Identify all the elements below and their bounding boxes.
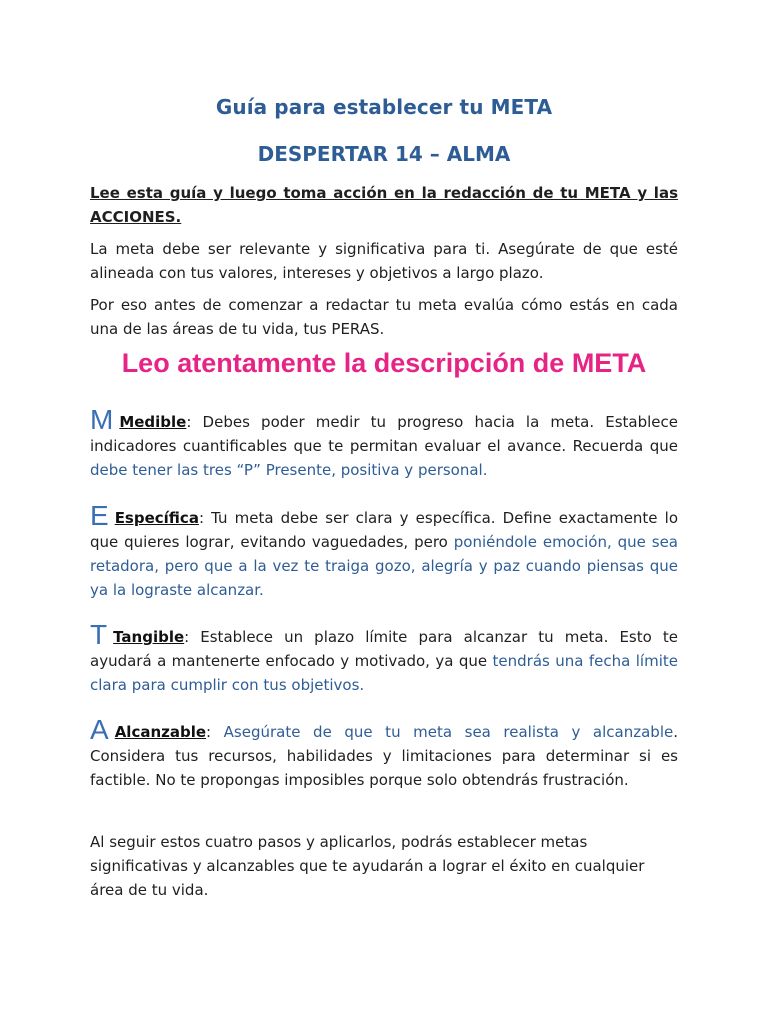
meta-highlight: debe tener las tres “P” Presente, positiva y personal.	[90, 461, 488, 479]
document-title: Guía para establecer tu META	[215, 95, 553, 119]
meta-highlight: tendrás una fecha límite clara para cumplir con tus objetivos.	[90, 652, 678, 694]
meta-letter-e: E	[90, 500, 109, 531]
meta-term: Alcanzable	[114, 723, 207, 741]
meta-text: : Debes poder medir tu progreso hacia la meta. Establece indicadores cuantificables que te permitan evaluar el avance. Recuerda que	[90, 413, 678, 455]
meta-item-tangible	[90, 619, 678, 697]
meta-term: Medible	[119, 413, 187, 431]
meta-letter-a: A	[90, 714, 109, 745]
meta-letter-m: M	[90, 404, 114, 435]
closing-paragraph: Al seguir estos cuatro pasos y aplicarlos, podrás establecer metas significativas y alcanzables que te ayudarán a lograr el éxito en cualquier área de tu vida.	[90, 833, 645, 899]
meta-item-medible	[90, 404, 678, 482]
document-subtitle: DESPERTAR 14 – ALMA	[257, 142, 511, 166]
meta-after: . Considera tus recursos, habilidades y limitaciones para determinar si es factible. No te propongas imposibles porque solo obtendrás frustración.	[90, 723, 678, 789]
meta-term: Específica	[114, 509, 199, 527]
meta-term: Tangible	[113, 628, 185, 646]
meta-text: : Tu meta debe ser clara y específica. Define exactamente lo que quieres lograr, evitando vaguedades, pero	[90, 509, 678, 551]
meta-text: : Establece un plazo límite para alcanzar tu meta. Esto te ayudará a mantenerte enfocado y motivado, ya que	[90, 628, 678, 670]
section-headline: Leo atentamente la descripción de META	[121, 348, 647, 378]
paragraph-relevance: La meta debe ser relevante y significativa para ti. Asegúrate de que esté alineada con tus valores, intereses y objetivos a largo plazo.	[90, 240, 678, 282]
meta-letter-t: T	[90, 619, 108, 650]
meta-item-especifica	[90, 500, 678, 602]
meta-highlight: Asegúrate de que tu meta sea realista y alcanzable	[223, 723, 674, 741]
meta-text: :	[206, 723, 224, 741]
meta-item-alcanzable	[90, 714, 678, 792]
paragraph-peras: Por eso antes de comenzar a redactar tu meta evalúa cómo estás en cada una de las áreas de tu vida, tus PERAS.	[90, 296, 678, 338]
lead-instruction: Lee esta guía y luego toma acción en la redacción de tu META y las ACCIONES.	[90, 184, 678, 226]
meta-highlight: poniéndole emoción, que sea retadora, pero que a la vez te traiga gozo, alegría y paz cuando piensas que ya la lograste alcanzar.	[90, 533, 678, 599]
